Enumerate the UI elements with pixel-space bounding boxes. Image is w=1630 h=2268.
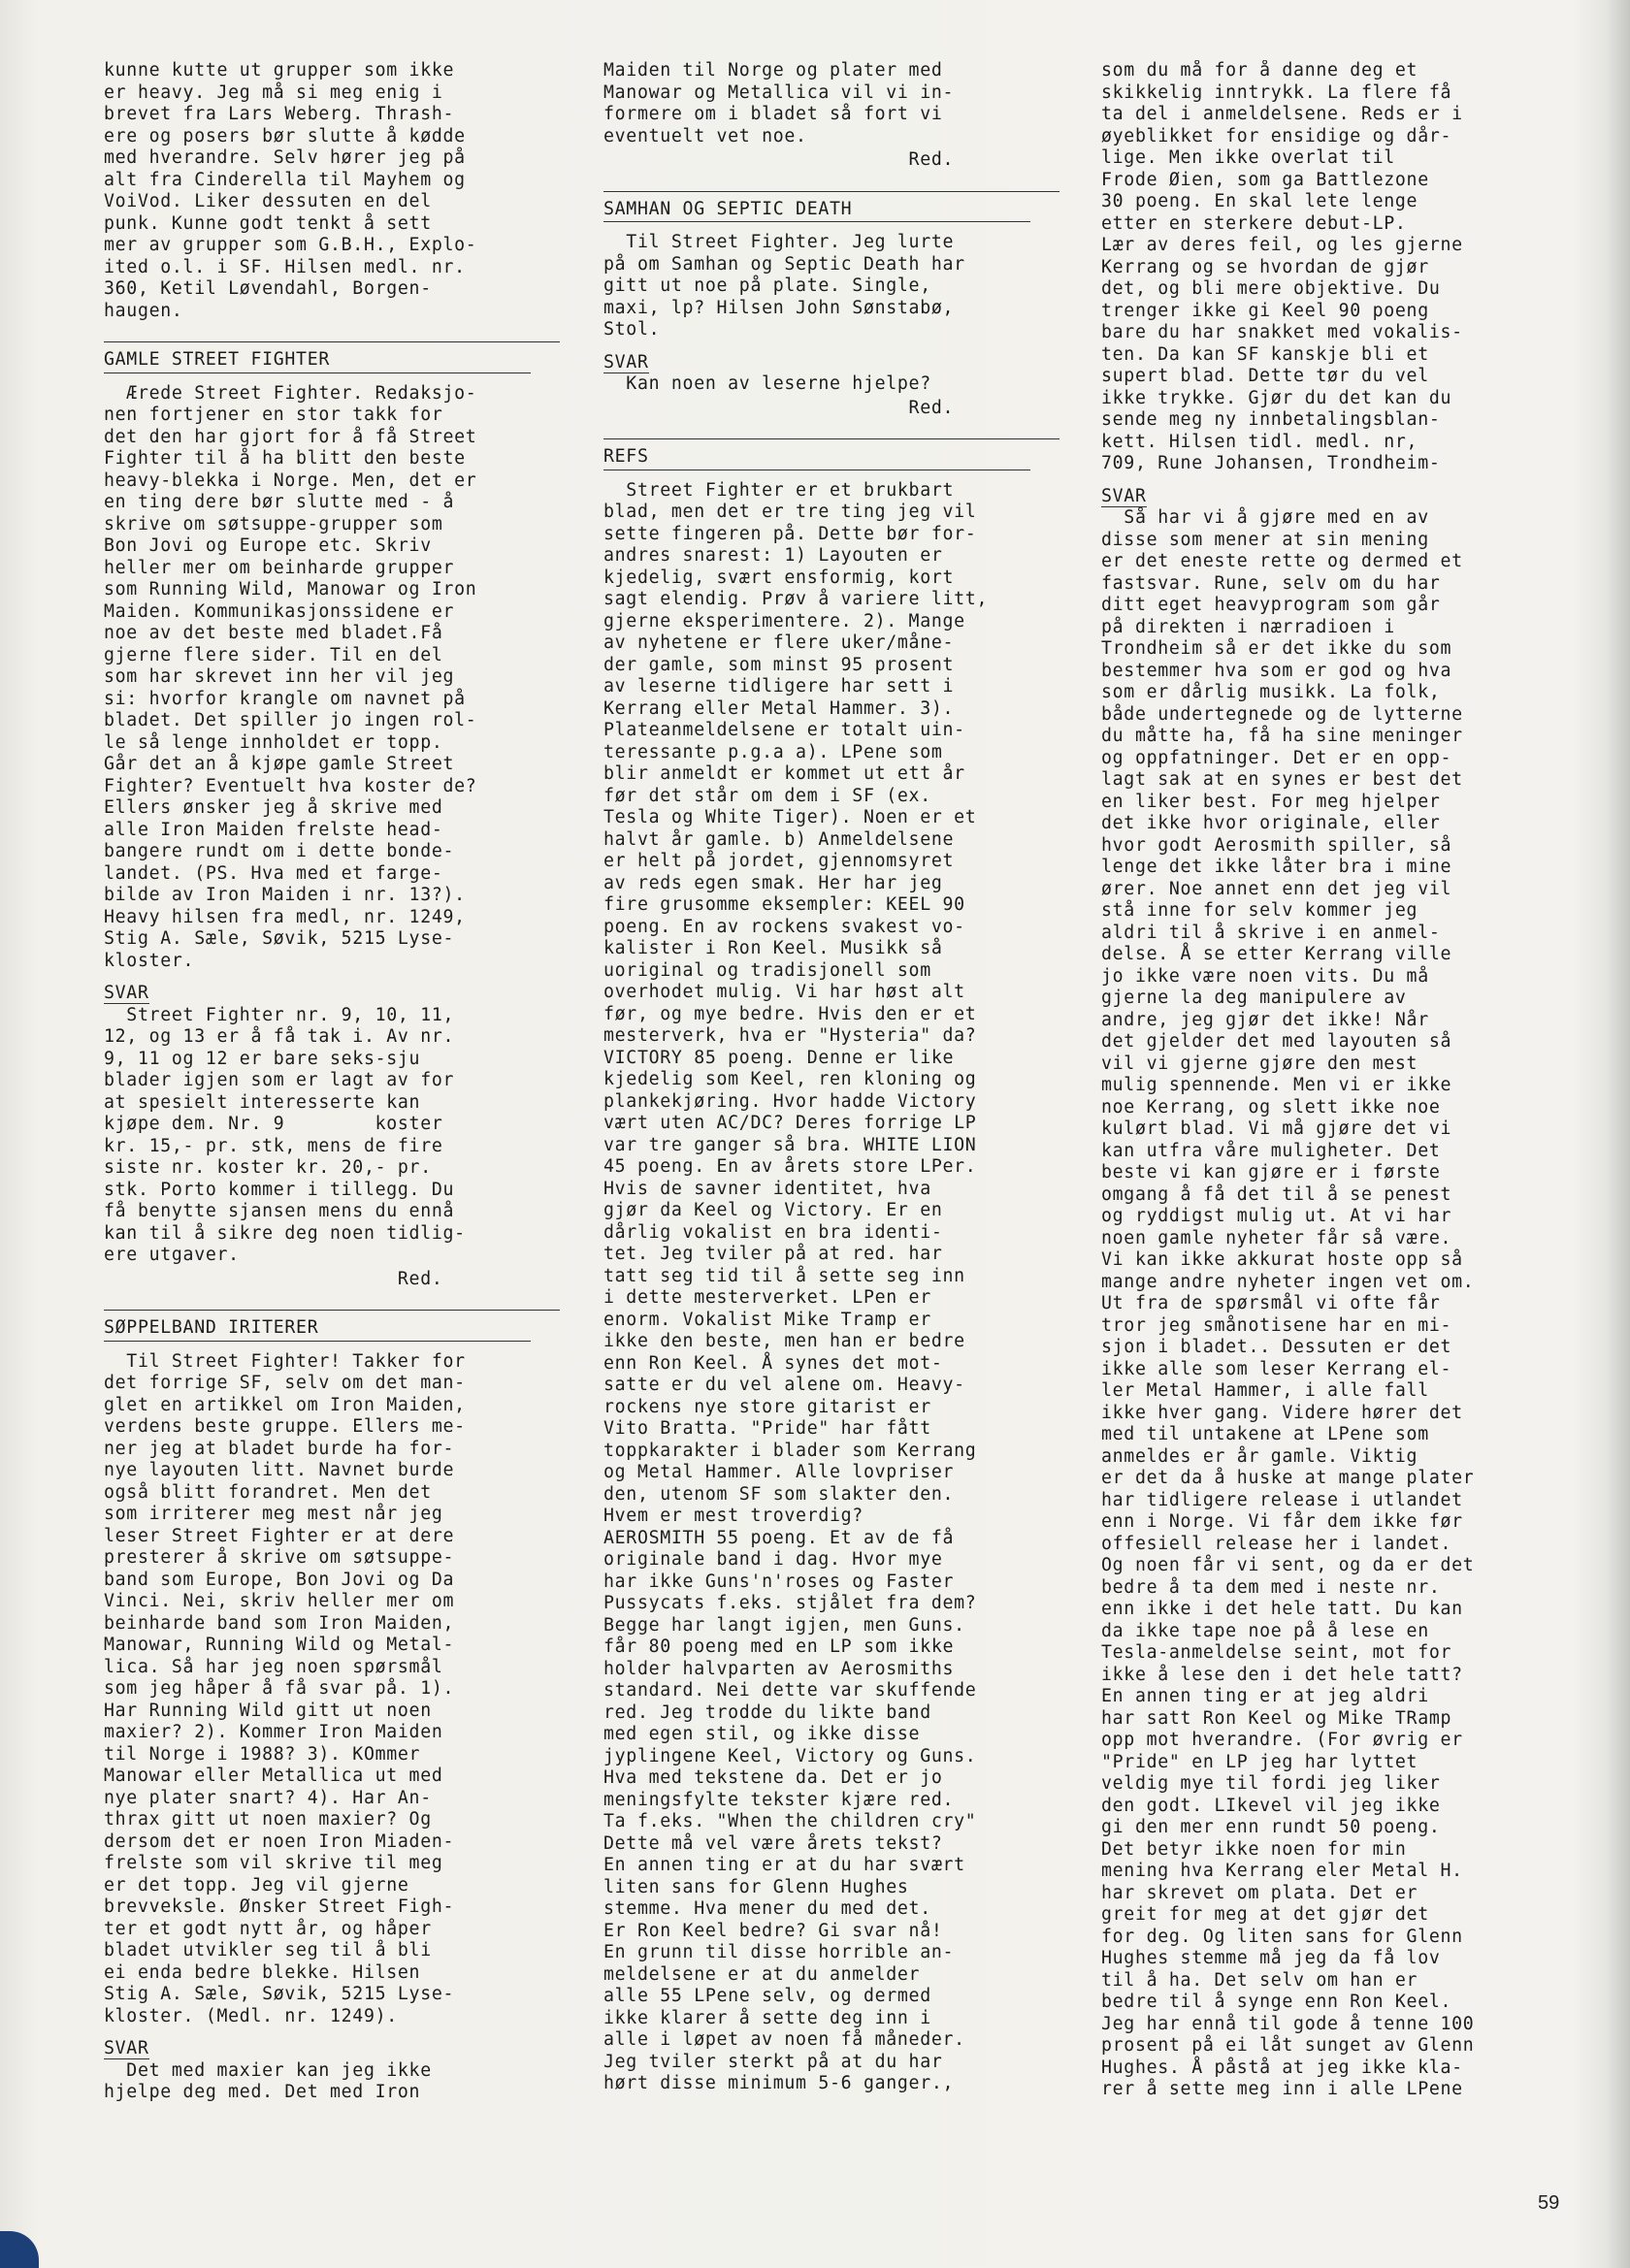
letter-paragraph <box>1101 507 1562 2101</box>
section-heading: SAMHAN OG SEPTIC DEATH <box>603 198 853 219</box>
text-line: før, og mye bedre. Hvis den er et <box>603 1003 977 1024</box>
text-line: ten. Da kan SF kanskje bli et <box>1101 343 1429 365</box>
signature-red: Red. <box>603 149 955 170</box>
text-line: Fighter til å ha blitt den beste <box>104 448 466 469</box>
text-line: Så har vi å gjøre med en av <box>1101 507 1429 528</box>
text-line: Dette må vel være årets tekst? <box>603 1832 943 1854</box>
text-line: Tesla og White Tiger). Noen er et <box>603 807 977 827</box>
text-line: red. Jeg trodde du likte band <box>603 1701 931 1723</box>
text-line: sjon i bladet.. Dessuten er det <box>1101 1337 1452 1357</box>
text-line: formere om i bladet så fort vi <box>603 104 943 124</box>
text-line: ei enda bedre blekke. Hilsen <box>104 1961 421 1983</box>
text-line: Ta f.eks. "When the children cry" <box>603 1811 977 1831</box>
text-line: AEROSMITH 55 poeng. Et av de få <box>603 1527 955 1548</box>
svar-label: SVAR <box>603 351 649 373</box>
letter-paragraph <box>104 2060 565 2104</box>
letter-paragraph <box>1101 60 1562 475</box>
letter-paragraph <box>603 232 1064 341</box>
text-line: ikke den beste, men han er bedre <box>603 1331 965 1351</box>
text-line: kr. 15,- pr. stk, mens de fire <box>104 1135 443 1156</box>
text-line: le så lenge innholdet er topp. <box>104 731 443 753</box>
section-divider <box>603 191 1060 192</box>
text-line: på direkten i nærradioen i <box>1101 616 1395 637</box>
text-line: som du må for å danne deg et <box>1101 60 1418 81</box>
text-line: og oppfatninger. Det er en opp- <box>1101 747 1452 768</box>
text-line: ikke trykke. Gjør du det kan du <box>1101 387 1452 408</box>
text-line: tatt seg tid til å sette seg inn <box>603 1265 965 1286</box>
text-line: mening hva Kerrang eler Metal H. <box>1101 1861 1463 1881</box>
text-line: blader igjen som er lagt av for <box>104 1070 455 1090</box>
text-line: for deg. Og liten sans for Glenn <box>1101 1926 1463 1947</box>
text-line: Er Ron Keel bedre? Gi svar nå! <box>603 1920 943 1941</box>
text-line: som Running Wild, Manowar og Iron <box>104 579 477 599</box>
text-line: Stig A. Sæle, Søvik, 5215 Lyse- <box>104 928 455 949</box>
text-line: Manowar, Running Wild og Metal- <box>104 1635 455 1655</box>
text-line: av nyhetene er flere uker/måne- <box>603 632 955 653</box>
text-line: trenger ikke gi Keel 90 poeng <box>1101 300 1429 321</box>
section-heading: SØPPELBAND IRITERER <box>104 1317 319 1338</box>
text-line: bladet utvikler seg til å bli <box>104 1940 432 1960</box>
text-line: er heavy. Jeg må si meg enig i <box>104 81 443 103</box>
text-line: jyplingene Keel, Victory og Guns. <box>603 1745 977 1766</box>
text-line: dersom det er noen Iron Miaden- <box>104 1831 455 1852</box>
text-line: med egen stil, og ikke disse <box>603 1724 921 1744</box>
text-line: anmeldes er år gamle. Viktig <box>1101 1445 1418 1467</box>
text-line: Street Fighter er et brukbart <box>603 479 955 501</box>
text-line: veldig mye til fordi jeg liker <box>1101 1773 1441 1794</box>
text-line: bestemmer hva som er god og hva <box>1101 660 1452 681</box>
text-line: fastsvar. Rune, selv om du har <box>1101 572 1441 594</box>
text-line: ditt eget heavyprogram som går <box>1101 595 1441 615</box>
text-line: får 80 poeng med en LP som ikke <box>603 1636 955 1657</box>
text-line: kalister i Ron Keel. Musikk så <box>603 938 943 958</box>
text-line: VICTORY 85 poeng. Denne er like <box>603 1047 955 1068</box>
text-line: Bon Jovi og Europe etc. Skriv <box>104 535 432 556</box>
text-line: ikke alle som leser Kerrang el- <box>1101 1358 1452 1379</box>
text-line: En annen ting er at jeg aldri <box>1101 1686 1429 1706</box>
text-line: Stol. <box>603 319 661 340</box>
text-line: rer å sette meg inn i alle LPene <box>1101 2079 1463 2099</box>
text-line: sende meg ny innbetalingsblan- <box>1101 409 1441 430</box>
text-line: av reds egen smak. Her har jeg <box>603 872 943 893</box>
text-line: kan til å sikre deg noen tidlig- <box>104 1222 466 1244</box>
text-line: gi den mer enn rundt 50 poeng. <box>1101 1817 1441 1837</box>
text-line: Det betyr ikke noen for min <box>1101 1838 1407 1860</box>
heading-underline <box>603 221 1030 222</box>
text-line: ter et godt nytt år, og håper <box>104 1918 432 1939</box>
text-line: Hughes. Å påstå at jeg ikke kla- <box>1101 2057 1463 2078</box>
text-line: lige. Men ikke overlat til <box>1101 147 1395 168</box>
text-line: 709, Rune Johansen, Trondheim- <box>1101 453 1441 473</box>
text-line: sette fingeren på. Dette bør for- <box>603 523 977 544</box>
text-line: har skrevet om plata. Det er <box>1101 1882 1418 1903</box>
signature-red: Red. <box>603 397 955 418</box>
text-line: med til untakene at LPene som <box>1101 1424 1429 1444</box>
text-line: Plateanmeldelsene er totalt uin- <box>603 720 965 740</box>
text-line: Ærede Street Fighter. Redaksjo- <box>104 382 477 404</box>
text-line: delse. Å se etter Kerrang ville <box>1101 944 1452 964</box>
text-line: disse som mener at sin mening <box>1101 529 1429 550</box>
text-line: greit for meg at det gjør det <box>1101 1904 1429 1925</box>
text-line: stå inne for selv kommer jeg <box>1101 900 1418 921</box>
text-line: det ikke hvor originale, eller <box>1101 813 1441 833</box>
text-line: Maiden. Kommunikasjonssidene er <box>104 600 455 622</box>
section-divider <box>104 1310 560 1311</box>
text-line: kjedelig, svært ensformig, kort <box>603 567 955 588</box>
text-line: i dette mesterverket. LPen er <box>603 1287 931 1308</box>
text-line: hjelpe deg med. Det med Iron <box>104 2082 421 2102</box>
text-line: kjedelig som Keel, ren kloning og <box>603 1069 977 1089</box>
text-line: er det da å huske at mange plater <box>1101 1468 1475 1488</box>
text-line: enn i Norge. Vi får dem ikke før <box>1101 1511 1463 1532</box>
section-heading-block <box>104 341 565 373</box>
text-line: da ikke tape noe på å lese en <box>1101 1620 1429 1641</box>
svar-label: SVAR <box>104 2038 149 2058</box>
text-line: lenge det ikke låter bra i mine <box>1101 857 1452 877</box>
section-divider <box>603 438 1060 439</box>
text-line: gjør da Keel og Victory. Er en <box>603 1200 943 1220</box>
text-line: alle 55 LPene selv, og dermed <box>603 1986 931 2006</box>
text-line: meningsfylte tekster kjære red. <box>603 1789 955 1810</box>
svar-label: SVAR <box>1101 485 1147 506</box>
text-line: mulig spennende. Men vi er ikke <box>1101 1075 1452 1095</box>
text-line: etter en sterkere debut-LP. <box>1101 212 1407 234</box>
text-line: tet. Jeg tviler på at red. har <box>603 1244 943 1264</box>
text-line: beinharde band som Iron Maiden, <box>104 1612 455 1634</box>
text-line: toppkarakter i blader som Kerrang <box>603 1440 977 1461</box>
letter-paragraph <box>104 1005 565 1267</box>
letter-paragraph <box>104 383 565 973</box>
text-line: Vi kan ikke akkurat hoste opp så <box>1101 1249 1463 1270</box>
text-line: uoriginal og tradisjonell som <box>603 959 931 981</box>
text-line: alle Iron Maiden frelste head- <box>104 819 443 840</box>
text-line: Trondheim så er det ikke du som <box>1101 638 1452 659</box>
text-line: ner jeg at bladet burde ha for- <box>104 1438 455 1459</box>
text-line: Manowar eller Metallica ut med <box>104 1766 443 1786</box>
text-line: Manowar og Metallica vil vi in- <box>603 81 955 103</box>
text-line: kloster. <box>104 950 195 971</box>
text-line: Hva med tekstene da. Det er jo <box>603 1767 943 1788</box>
text-line: skrive om søtsuppe-grupper som <box>104 513 443 535</box>
text-line: Pussycats f.eks. stjålet fra dem? <box>603 1593 977 1613</box>
text-line: 12, og 13 er å få tak i. Av nr. <box>104 1026 455 1047</box>
text-line: ere utgaver. <box>104 1245 240 1265</box>
text-line: vært uten AC/DC? Deres forrige LP <box>603 1113 977 1133</box>
text-line: lica. Så har jeg noen spørsmål <box>104 1656 443 1677</box>
text-line: Det med maxier kan jeg ikke <box>104 2059 432 2081</box>
text-line: frelste som vil skrive til meg <box>104 1853 443 1873</box>
text-line: Til Street Fighter! Takker for <box>104 1350 466 1372</box>
text-line: holder halvparten av Aerosmiths <box>603 1658 955 1679</box>
text-line: si: hvorfor krangle om navnet på <box>104 688 466 709</box>
text-line: tror jeg smånotisene har en mi- <box>1101 1314 1452 1336</box>
text-line: kloster. (Medl. nr. 1249). <box>104 2005 398 2026</box>
section-heading: REFS <box>603 446 649 467</box>
text-line: noe Kerrang, og slett ikke noe <box>1101 1096 1441 1118</box>
text-line: det forrige SF, selv om det man- <box>104 1373 466 1393</box>
text-line: er helt på jordet, gjennomsyret <box>603 851 955 871</box>
text-line: kjøpe dem. Nr. 9 koster <box>104 1114 443 1134</box>
text-line: Tesla-anmeldelse seint, mot for <box>1101 1642 1452 1663</box>
text-line: av leserne tidligere har sett i <box>603 676 955 697</box>
text-line: leser Street Fighter er at dere <box>104 1525 455 1546</box>
text-line: Kerrang og se hvordan de gjør <box>1101 256 1429 277</box>
page-edge-shadow <box>1606 0 1630 2268</box>
text-line: Kan noen av leserne hjelpe? <box>603 373 931 394</box>
text-line: noe av det beste med bladet.Få <box>104 623 443 643</box>
signature-red: Red. <box>104 1268 443 1289</box>
text-line: på om Samhan og Septic Death har <box>603 253 965 275</box>
text-line: ere og posers bør slutte å kødde <box>104 125 466 146</box>
text-line: verdens beste gruppe. Ellers me- <box>104 1416 466 1437</box>
text-line: øyeblikket for ensidige og dår- <box>1101 125 1452 146</box>
text-line: band som Europe, Bon Jovi og Da <box>104 1569 455 1590</box>
text-line: ited o.l. i SF. Hilsen medl. nr. <box>104 256 466 277</box>
text-line: var tre ganger så bra. WHITE LION <box>603 1134 977 1155</box>
text-line: Frode Øien, som ga Battlezone <box>1101 169 1429 190</box>
text-line: prosent på ei låt sunget av Glenn <box>1101 2035 1475 2056</box>
text-line: eventuelt vet noe. <box>603 125 807 146</box>
text-line: andre, jeg gjør det ikke! Når <box>1101 1009 1429 1030</box>
text-line: presterer å skrive om søtsuppe- <box>104 1547 455 1568</box>
text-line: brevveksle. Ønsker Street Figh- <box>104 1896 455 1917</box>
text-line: og Metal Hammer. Alle lovpriser <box>603 1462 955 1482</box>
text-line: lagt sak at en synes er best det <box>1101 769 1463 790</box>
text-line: en ting dere bør slutte med - å <box>104 492 455 512</box>
text-line: gjerne la deg manipulere av <box>1101 988 1407 1008</box>
text-line: du måtte ha, få ha sine meninger <box>1101 726 1463 746</box>
text-line: opp mot hverandre. (For øvrig er <box>1101 1730 1463 1750</box>
letter-paragraph <box>104 1351 565 2028</box>
text-line: den godt. LIkevel vil jeg ikke <box>1101 1795 1441 1816</box>
text-line: alt fra Cinderella til Mayhem og <box>104 169 466 190</box>
text-line: alle i løpet av noen få måneder. <box>603 2029 965 2050</box>
text-line: brevet fra Lars Weberg. Thrash- <box>104 104 455 124</box>
text-line: nye layouten litt. Navnet burde <box>104 1460 455 1480</box>
letter-paragraph <box>603 373 1064 396</box>
text-line: aldri til å skrive i en anmel- <box>1101 922 1441 943</box>
text-line: til å ha. Det selv om han er <box>1101 1969 1418 1991</box>
text-line: hvor godt Aerosmith spiller, så <box>1101 834 1452 856</box>
text-line: hørt disse minimum 5-6 ganger., <box>603 2073 955 2093</box>
text-line: 9, 11 og 12 er bare seks-sju <box>104 1048 421 1069</box>
text-line: offesiell release her i landet. <box>1101 1533 1452 1554</box>
text-line: enn Ron Keel. Å synes det mot- <box>603 1352 943 1374</box>
text-line: En grunn til disse horrible an- <box>603 1942 955 1962</box>
text-line: rockens nye store gitarist er <box>603 1396 931 1417</box>
text-line: Maiden til Norge og plater med <box>603 60 943 81</box>
text-line: kan utfra våre muligheter. Det <box>1101 1140 1441 1161</box>
text-line: nye plater snart? 4). Har An- <box>104 1787 432 1808</box>
text-line: fire grusomme eksempler: KEEL 90 <box>603 894 965 915</box>
text-line: mange andre nyheter ingen vet om. <box>1101 1271 1475 1292</box>
text-line: Hughes stemme må jeg da få lov <box>1101 1948 1441 1968</box>
text-line: bilde av Iron Maiden i nr. 13?). <box>104 885 466 905</box>
text-line: kunne kutte ut grupper som ikke <box>104 60 455 81</box>
section-heading-block <box>603 438 1064 470</box>
text-line: gjerne flere sider. Til en del <box>104 644 443 665</box>
text-line: kulørt blad. Vi må gjøre det vi <box>1101 1118 1452 1139</box>
text-line: også blitt forandret. Men det <box>104 1481 432 1503</box>
column-3 <box>1101 60 1562 2101</box>
text-line: Jeg har ennå til gode å tenne 100 <box>1101 2013 1475 2034</box>
text-line: Vinci. Nei, skriv heller mer om <box>104 1591 455 1611</box>
text-line: bare du har snakket med vokalis- <box>1101 322 1463 342</box>
column-2 <box>603 60 1064 2095</box>
text-line: maxier? 2). Kommer Iron Maiden <box>104 1722 443 1742</box>
section-divider <box>104 341 560 342</box>
text-line: kett. Hilsen tidl. medl. nr, <box>1101 431 1418 452</box>
text-line: Vito Bratta. "Pride" har fått <box>603 1418 931 1439</box>
text-line: det den har gjort for å få Street <box>104 426 477 447</box>
text-line: der gamle, som minst 95 prosent <box>603 654 955 675</box>
text-line: siste nr. koster kr. 20,- pr. <box>104 1157 432 1178</box>
text-line: andres snarest: 1) Layouten er <box>603 545 943 566</box>
text-line: plankekjøring. Hvor hadde Victory <box>603 1090 977 1112</box>
text-line: 360, Ketil Løvendahl, Borgen- <box>104 278 432 299</box>
binding-corner-mark <box>0 2231 39 2268</box>
text-line: Ut fra de spørsmål vi ofte får <box>1101 1293 1441 1313</box>
text-line: nen fortjener en stor takk for <box>104 405 443 425</box>
text-line: til Norge i 1988? 3). KOmmer <box>104 1743 421 1765</box>
heading-underline <box>104 1341 531 1342</box>
text-line: og ryddigst mulig ut. At vi har <box>1101 1206 1452 1226</box>
text-line: halvt år gamle. b) Anmeldelsene <box>603 828 955 850</box>
text-line: gitt ut noe på plate. Single, <box>603 275 931 296</box>
text-line: som irriterer meg mest når jeg <box>104 1504 443 1524</box>
text-line: noen gamle nyheter får så være. <box>1101 1227 1452 1248</box>
column-1 <box>104 60 565 2104</box>
text-line: Og noen får vi sent, og da er det <box>1101 1555 1475 1575</box>
text-line: bladet. Det spiller jo ingen rol- <box>104 710 477 730</box>
text-line: ler Metal Hammer, i alle fall <box>1101 1380 1429 1401</box>
text-line: før det står om dem i SF (ex. <box>603 785 931 806</box>
text-line: både undertegnede og de lytterne <box>1101 703 1463 725</box>
text-line: maxi, lp? Hilsen John Sønstabø, <box>603 297 955 318</box>
text-line: blir anmeldt er kommet ut ett år <box>603 763 965 784</box>
text-line: Stig A. Sæle, Søvik, 5215 Lyse- <box>104 1984 455 2004</box>
text-line: enn ikke i det hele tatt. Du kan <box>1101 1599 1463 1619</box>
text-line: Jeg tviler sterkt på at du har <box>603 2051 943 2072</box>
text-line: standard. Nei dette var skuffende <box>603 1680 977 1701</box>
text-line: en liker best. For meg hjelper <box>1101 791 1441 812</box>
text-line: som jeg håper å få svar på. 1). <box>104 1678 455 1699</box>
text-line: thrax gitt ut noen maxier? Og <box>104 1809 432 1830</box>
text-line: dårlig vokalist en bra identi- <box>603 1221 943 1243</box>
text-line: meldelsene er at du anmelder <box>603 1963 921 1985</box>
text-line: VoiVod. Liker dessuten en del <box>104 191 432 211</box>
text-line: gjerne eksperimentere. 2). Mange <box>603 610 965 632</box>
svar-label: SVAR <box>104 983 149 1003</box>
text-line: vil vi gjerne gjøre den mest <box>1101 1053 1418 1074</box>
text-line: Ellers ønsker jeg å skrive med <box>104 797 443 818</box>
text-line: mesterverk, hva er "Hysteria" da? <box>603 1025 977 1046</box>
text-line: "Pride" en LP jeg har lyttet <box>1101 1751 1418 1772</box>
letter-paragraph <box>603 480 1064 2095</box>
text-line: En annen ting er at du har svært <box>603 1855 965 1875</box>
text-line: har tidligere release i utlandet <box>1101 1489 1463 1510</box>
text-line: den, utenom SF som slakter den. <box>603 1483 955 1505</box>
text-line: bangere rundt om i dette bonde- <box>104 841 455 861</box>
text-line: Går det an å kjøpe gamle Street <box>104 754 455 774</box>
text-line: er det topp. Jeg vil gjerne <box>104 1874 409 1895</box>
text-line: bedre til å synge enn Ron Keel. <box>1101 1992 1452 2012</box>
text-line: stemme. Hva mener du med det. <box>603 1898 931 1919</box>
text-line: mer av grupper som G.B.H., Explo- <box>104 235 477 255</box>
text-line: Til Street Fighter. Jeg lurte <box>603 232 955 252</box>
text-line: haugen. <box>104 300 183 321</box>
text-line: som er dårlig musikk. La folk, <box>1101 682 1441 702</box>
text-line: Street Fighter nr. 9, 10, 11, <box>104 1004 455 1025</box>
text-line: blad, men det er tre ting jeg vil <box>603 502 977 522</box>
text-line: få benytte sjansen mens du ennå <box>104 1201 455 1221</box>
section-heading: GAMLE STREET FIGHTER <box>104 349 330 370</box>
text-line: landet. (PS. Hva med et farge- <box>104 862 443 884</box>
letter-paragraph <box>104 60 565 322</box>
section-heading-block <box>603 191 1064 223</box>
text-line: heller mer om beinharde grupper <box>104 557 455 578</box>
text-line: har ikke Guns'n'roses og Faster <box>603 1571 955 1592</box>
text-line: beste vi kan gjøre er i første <box>1101 1162 1441 1183</box>
text-line: ører. Noe annet enn det jeg vil <box>1101 878 1452 899</box>
text-line: satte er du vel alene om. Heavy- <box>603 1375 965 1395</box>
text-line: liten sans for Glenn Hughes <box>603 1876 909 1897</box>
text-line: glet en artikkel om Iron Maiden, <box>104 1394 466 1415</box>
text-line: bedre å ta dem med i neste nr. <box>1101 1576 1441 1598</box>
text-line: poeng. En av rockens svakest vo- <box>603 916 965 937</box>
text-line: ikke hver gang. Videre hører det <box>1101 1402 1463 1423</box>
text-line: 30 poeng. En skal lete lenge <box>1101 191 1418 211</box>
text-line: enorm. Vokalist Mike Tramp er <box>603 1309 931 1330</box>
text-line: heavy-blekka i Norge. Men, det er <box>104 470 477 491</box>
text-line: ikke å lese den i det hele tatt? <box>1101 1664 1463 1685</box>
text-line: Kerrang eller Metal Hammer. 3). <box>603 697 955 719</box>
text-line: ta del i anmeldelsene. Reds er i <box>1101 104 1463 124</box>
section-heading-block <box>104 1310 565 1342</box>
text-line: jo ikke være noen vits. Du må <box>1101 965 1429 987</box>
text-line: omgang å få det til å se penest <box>1101 1183 1452 1205</box>
text-line: originale band i dag. Hvor mye <box>603 1549 943 1570</box>
text-line: Hvem er mest troverdig? <box>603 1506 864 1526</box>
text-line: det, og bli mere objektive. Du <box>1101 278 1441 299</box>
text-line: ikke klarer å sette deg inn i <box>603 2007 931 2028</box>
text-line: at spesielt interesserte kan <box>104 1091 421 1113</box>
text-line: sagt elendig. Prøv å variere litt, <box>603 589 989 609</box>
text-line: har satt Ron Keel og Mike TRamp <box>1101 1707 1452 1729</box>
text-line: supert blad. Dette tør du vel <box>1101 366 1429 386</box>
letter-paragraph <box>603 60 1064 147</box>
text-line: stk. Porto kommer i tillegg. Du <box>104 1179 455 1200</box>
text-line: Heavy hilsen fra medl, nr. 1249, <box>104 906 466 927</box>
text-line: Lær av deres feil, og les gjerne <box>1101 235 1463 255</box>
page-number: 59 <box>1538 2192 1560 2214</box>
text-line: 45 poeng. En av årets store LPer. <box>603 1156 977 1177</box>
text-line: teressante p.g.a a). LPene som <box>603 741 943 762</box>
text-line: Har Running Wild gitt ut noen <box>104 1700 432 1721</box>
text-line: skikkelig inntrykk. La flere få <box>1101 81 1452 103</box>
text-line: med hverandre. Selv hører jeg på <box>104 147 466 168</box>
text-line: det gjelder det med layouten så <box>1101 1031 1452 1052</box>
text-line: Begge har langt igjen, men Guns. <box>603 1614 965 1636</box>
text-line: overhodet mulig. Vi har høst alt <box>603 982 965 1002</box>
text-line: er det eneste rette og dermed et <box>1101 551 1463 571</box>
text-line: som har skrevet inn her vil jeg <box>104 666 455 687</box>
text-line: punk. Kunne godt tenkt å sett <box>104 212 432 234</box>
text-line: Hvis de savner identitet, hva <box>603 1178 931 1199</box>
text-line: Fighter? Eventuelt hva koster de? <box>104 775 477 796</box>
